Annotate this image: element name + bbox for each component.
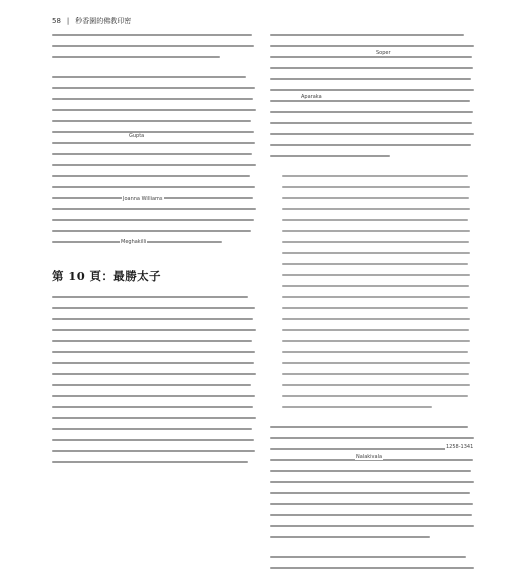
text-line — [52, 230, 251, 232]
text-line — [52, 175, 250, 177]
text-line — [270, 122, 472, 124]
text-line — [52, 329, 256, 331]
quote-line — [282, 406, 432, 408]
quote-line — [282, 186, 470, 188]
quote-line — [282, 230, 470, 232]
running-title: 秒香園的佛教印密 — [75, 17, 132, 25]
text-line — [52, 461, 248, 463]
inline-term: 1258-1341 — [446, 444, 474, 450]
text-line — [52, 142, 255, 144]
text-line — [52, 439, 254, 441]
text-line — [52, 417, 256, 419]
text-line — [52, 450, 255, 452]
running-header — [52, 14, 472, 28]
text-line — [270, 503, 473, 505]
text-line — [52, 318, 253, 320]
text-line — [270, 111, 473, 113]
text-line — [270, 89, 474, 91]
text-line — [270, 426, 468, 428]
quote-line — [282, 175, 468, 177]
inline-term: Joanna Williams — [123, 196, 163, 202]
text-line — [52, 296, 248, 298]
quote-line — [282, 285, 469, 287]
header-separator: | — [66, 17, 70, 25]
text-line — [52, 373, 256, 375]
quote-line — [282, 274, 470, 276]
text-line — [270, 556, 466, 558]
text-line — [52, 87, 255, 89]
quote-line — [282, 351, 468, 353]
quote-line — [282, 384, 470, 386]
quote-line — [282, 252, 470, 254]
text-line — [52, 109, 256, 111]
inline-term: Gupta — [129, 133, 145, 139]
text-line — [52, 131, 254, 133]
inline-term: Meghakilli — [121, 239, 147, 245]
quote-line — [282, 219, 468, 221]
text-line — [52, 340, 252, 342]
text-line — [52, 34, 252, 36]
quote-line — [282, 362, 470, 364]
text-line — [270, 45, 474, 47]
text-line — [52, 406, 253, 408]
quote-line — [282, 340, 470, 342]
inline-term: Aparaka — [301, 94, 322, 100]
quote-line — [282, 208, 470, 210]
inline-term: Nalakivala — [356, 454, 383, 460]
text-line — [270, 437, 474, 439]
text-line — [52, 428, 252, 430]
text-line — [270, 144, 471, 146]
text-line — [270, 481, 474, 483]
text-line — [52, 219, 254, 221]
text-line — [270, 470, 471, 472]
text-line — [270, 133, 474, 135]
text-line — [52, 120, 251, 122]
text-line — [270, 514, 472, 516]
text-line — [52, 45, 254, 47]
quote-line — [282, 329, 469, 331]
text-line — [270, 34, 464, 36]
quote-line — [282, 373, 469, 375]
text-line — [270, 100, 470, 102]
text-line — [270, 536, 430, 538]
text-line — [52, 307, 255, 309]
quote-line — [282, 241, 469, 243]
text-line — [52, 362, 254, 364]
left-column — [52, 34, 256, 484]
quote-line — [282, 197, 469, 199]
text-line — [52, 208, 256, 210]
text-line — [270, 525, 474, 527]
quote-line — [282, 318, 470, 320]
right-column — [270, 34, 474, 484]
quote-line — [282, 307, 468, 309]
text-line — [52, 186, 255, 188]
text-line — [52, 56, 220, 58]
text-line — [270, 78, 471, 80]
text-line — [270, 56, 472, 58]
text-line — [270, 155, 390, 157]
text-line — [52, 384, 251, 386]
quote-line — [282, 395, 468, 397]
text-line — [52, 164, 256, 166]
text-line — [52, 76, 246, 78]
text-line — [52, 351, 255, 353]
page-number: 58 — [52, 17, 61, 25]
text-line — [52, 153, 252, 155]
inline-term: Soper — [376, 50, 391, 56]
section-heading: 第 10 頁：最勝太子 — [52, 269, 161, 283]
text-line — [52, 98, 253, 100]
text-line — [270, 448, 472, 450]
text-line — [270, 67, 473, 69]
block-quote — [282, 175, 470, 408]
text-line — [52, 395, 255, 397]
quote-line — [282, 263, 468, 265]
text-line — [270, 492, 470, 494]
quote-line — [282, 296, 470, 298]
